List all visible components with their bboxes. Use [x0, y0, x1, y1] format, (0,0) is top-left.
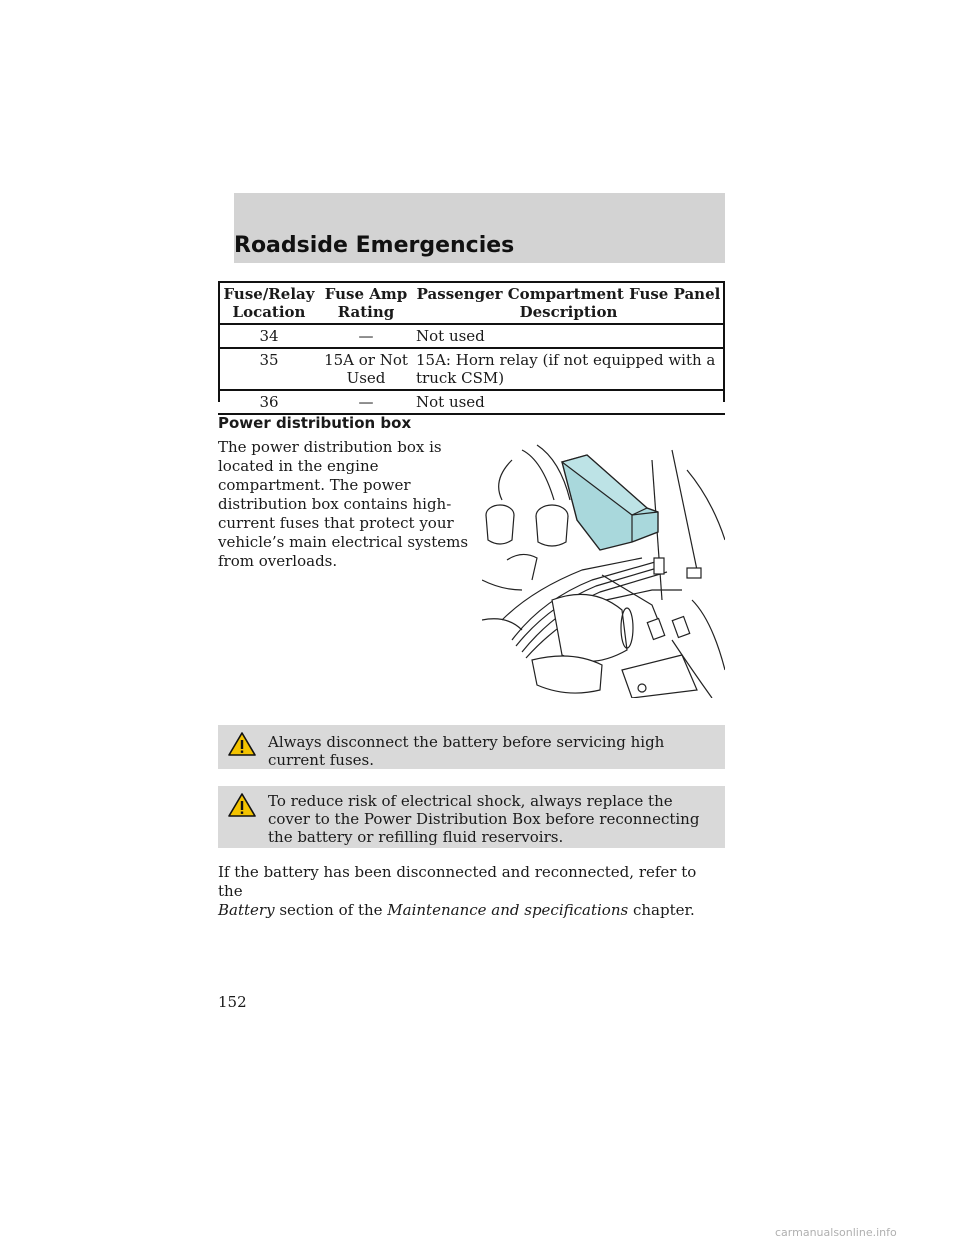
- col-header-rating: [320, 282, 412, 324]
- fuse-box-highlight: [562, 455, 658, 550]
- cell-location: 36: [218, 390, 320, 414]
- cell-rating: —: [320, 324, 412, 348]
- closing-paragraph: [218, 863, 725, 920]
- header-text: Fuse/Relay: [223, 285, 315, 303]
- table-row: [218, 348, 725, 390]
- warning-triangle-icon: [228, 792, 256, 818]
- warning-text: To reduce risk of electrical shock, always replace the cover to the Power Distribution Box before reconnecting the battery or refilling fluid reservoirs.: [268, 792, 700, 846]
- header-text: Passenger Compartment Fuse Panel: [416, 285, 721, 303]
- section-title: Roadside Emergencies: [234, 233, 515, 258]
- header-text: Fuse Amp: [324, 285, 408, 303]
- chapter-reference: Maintenance and specifications: [387, 901, 629, 919]
- cell-description: Not used: [412, 324, 725, 348]
- header-text: Rating: [337, 303, 395, 321]
- header-text: Location: [232, 303, 306, 321]
- page-number: 152: [218, 993, 247, 1011]
- closing-text: section of the: [279, 901, 383, 919]
- col-header-description: [412, 282, 725, 324]
- warning-box: [218, 725, 725, 769]
- warning-text: Always disconnect the battery before servicing high current fuses.: [268, 733, 665, 769]
- table-row: [218, 390, 725, 414]
- body-paragraph: The power distribution box is located in the engine compartment. The power distribution box contains high-current fuses that protect your vehicle’s main electrical systems from overloads.: [218, 438, 469, 570]
- fuse-table: [218, 281, 725, 415]
- cell-description: Not used: [412, 390, 725, 414]
- warning-box: [218, 786, 725, 848]
- table-row: [218, 324, 725, 348]
- watermark-text: carmanualsonline.info: [775, 1226, 897, 1239]
- battery-reference: Battery: [218, 901, 275, 919]
- warning-triangle-icon: [228, 731, 256, 757]
- cell-location: 34: [218, 324, 320, 348]
- cell-location: 35: [218, 348, 320, 390]
- subsection-heading: Power distribution box: [218, 414, 412, 432]
- cell-rating: 15A or Not Used: [320, 348, 412, 390]
- closing-text: chapter.: [632, 901, 695, 919]
- power-distribution-box-illustration: [482, 440, 725, 698]
- closing-text: If the battery has been disconnected and reconnected, refer to the: [218, 863, 697, 900]
- col-header-location: [218, 282, 320, 324]
- cell-description: 15A: Horn relay (if not equipped with a truck CSM): [412, 348, 725, 390]
- table-header-row: [218, 282, 725, 324]
- cell-rating: —: [320, 390, 412, 414]
- header-text: Description: [519, 303, 618, 321]
